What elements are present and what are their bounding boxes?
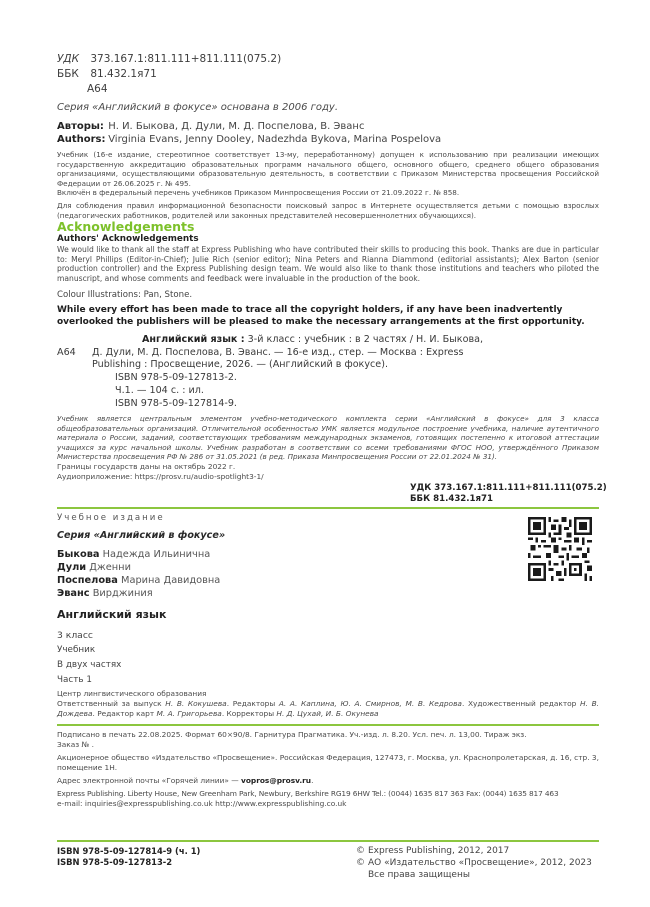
authors-en [57, 133, 441, 147]
credits-text: . Редактор карт [92, 708, 157, 718]
credits-text: . Корректоры [221, 708, 277, 718]
series-note: Серия «Английский в фокусе» основана в 2006 году. [57, 102, 339, 113]
person-bykova [57, 548, 210, 561]
rights-reserved: Все права защищены [368, 870, 470, 880]
audio-link[interactable]: Аудиоприложение: https://prosv.ru/audio-spotlight3-1/ [57, 472, 264, 481]
edition-type: Учебное издание [57, 513, 165, 523]
credits-staff [57, 699, 599, 718]
card-line-3: Publishing : Просвещение, 2026. — (Английский в фокусе). [92, 359, 389, 371]
copyright-express [356, 846, 509, 858]
author-mark: А64 [87, 83, 108, 95]
copyright-icon: © [356, 846, 365, 856]
acknowledgements-body: We would like to thank all the staff at Express Publishing who have contributed their skills to producing this book. Thanks are due in particular to: Meryl Phillips (Editor-in-Chief); Julie Rich (senior editor); Nina Peters and Rianna Diammond (editorial assistants); Alex Barton (senior production controller) and the Express Publishing design team. We would also like to thank those institutions and teachers who piloted the manuscript, and whose comments and feedback were invaluable in the production of the book. [57, 245, 599, 283]
hotline-email-link[interactable]: vopros@prosv.ru [241, 776, 312, 785]
book-parts: В двух частях [57, 660, 122, 670]
person-given: Вирджиния [89, 588, 153, 599]
card-mark: А64 [57, 346, 76, 358]
acknowledgements-heading: Acknowledgements [57, 219, 195, 234]
person-surname: Эванс [57, 588, 90, 599]
authors-en-label: Authors: [57, 134, 106, 145]
publisher-address: Акционерное общество «Издательство «Просвещение». Российская Федерация, 127473, г. Москва, ул. Краснопролетарская, д. 16, стр. 3, помещение 1Н. [57, 753, 599, 772]
hotline-end: . [311, 776, 314, 785]
authors-ru-names: Н. И. Быкова, Д. Дули, М. Д. Поспелова, В. Эванс [108, 121, 365, 132]
federal-list-note: Включён в федеральный перечень учебников Приказом Минпросвещения России от 21.09.2022 г. № 858. [57, 188, 460, 197]
colour-illustrations: Colour Illustrations: Pan, Stone. [57, 290, 193, 300]
hotline-label: Адрес электронной почты «Горячей линии» — [57, 776, 242, 785]
book-part: Часть 1 [57, 675, 92, 685]
bbk-label: ББК [57, 68, 79, 80]
person-given: Дженни [86, 562, 131, 573]
card-line-2 [57, 347, 497, 360]
card-line-2-text: Д. Дули, М. Д. Поспелова, В. Эванс. — 16-е изд., стер. — Москва : Express [92, 346, 464, 358]
approval-text: Учебник (16-е издание, стереотипное соответствует 13-му, переработанному) допущен к использованию при реализации имеющих государственную аккредитацию образовательных программ начального общего, основного общего, среднего общего образования организациями, осуществляющими образовательную деятельность, в соответствии с Приказом Министерства просвещения Российской Федерации от 26.06.2025 г. № 495. [57, 150, 599, 188]
credits-text: . Художественный редактор [461, 699, 581, 708]
udk-bold: УДК 373.167.1:811.111+811.111(075.2) [410, 483, 607, 493]
person-evans [57, 587, 153, 600]
credits-name: Н. В. Кокушева [165, 699, 227, 708]
credits-name: М. А. Григорьева [156, 708, 222, 718]
edition-series: Серия «Английский в фокусе» [57, 530, 226, 541]
description-text: Учебник является центральным элементом учебно-методического комплекта серии «Английский в фокусе» для 3 класса общеобразовательных организаций. Отличительной особенностью УМК является модульное построение учебника, наличие аутентичного материала о России, заданий, соответствующих требованиям международных экзаменов, готовящих постепенно к итоговой аттестации учащихся за курс начальной школы. Учебник разработан в соответствии со всеми требованиями ФГОС НОО, утверждённого Приказом Министерства просвещения РФ № 286 от 31.05.2021 (в ред. Приказа Минпросвещения России от 22.01.2024 № 31). [57, 414, 599, 462]
bbk-bold: ББК 81.432.1я71 [410, 494, 494, 504]
bbk-line [57, 67, 157, 82]
hotline [57, 776, 313, 786]
credits-text: . Редакторы [226, 699, 279, 708]
divider-green-1 [57, 507, 599, 509]
udk-label: УДК [57, 53, 80, 65]
order-number: Заказ № . [57, 740, 94, 749]
divider-green-2 [57, 724, 599, 726]
credits-center: Центр лингвистического образования [57, 689, 207, 698]
card-line-1 [57, 334, 497, 347]
copyright-prosv-text: АО «Издательство «Просвещение», 2012, 2023 [368, 858, 592, 868]
card-line-1-text: 3-й класс : учебник : в 2 частях / Н. И. Быкова, [244, 334, 484, 345]
book-kind: Учебник [57, 645, 96, 655]
express-contacts[interactable]: e-mail: inquiries@expresspublishing.co.uk http://www.expresspublishing.co.uk [57, 799, 347, 808]
credits-name: Н. В. Дождева [57, 699, 600, 718]
credits-text: Ответственный за выпуск [57, 699, 166, 708]
person-surname: Поспелова [57, 575, 118, 586]
authors-en-names: Virginia Evans, Jenny Dooley, Nadezhda Bykova, Marina Pospelova [108, 134, 442, 145]
copyright-holders-note: While every effort has been made to trace all the copyright holders, if any have been inadvertently overlooked the publishers will be pleased to make the necessary arrangements at the first opportunity. [57, 305, 585, 327]
card-title: Английский язык : [142, 334, 245, 345]
footer-isbn-part1: ISBN 978-5-09-127814-9 (ч. 1) [57, 846, 201, 856]
catalog-card [57, 334, 497, 410]
authors-ru-label: Авторы: [57, 121, 104, 132]
person-given: Марина Давидовна [117, 575, 221, 586]
book-grade: 3 класс [57, 630, 93, 641]
footer-isbn-set: ISBN 978-5-09-127813-2 [57, 857, 173, 867]
udk-line [57, 52, 281, 67]
authors-acknowledgements-heading: Authors' Acknowledgements [57, 234, 199, 244]
credits-name: Н. Д. Цухай, И. Б. Окунева [276, 708, 379, 718]
book-title: Английский язык [57, 608, 167, 621]
person-surname: Дули [57, 562, 87, 573]
card-isbn-part: ISBN 978-5-09-127814-9. [115, 397, 237, 409]
express-address: Express Publishing. Liberty House, New Greenham Park, Newbury, Berkshire RG19 6HW Tel.: (0044) 1635 817 363 Fax: (0044) 1635 817 463 [57, 789, 559, 798]
copyright-express-text: Express Publishing, 2012, 2017 [368, 846, 510, 856]
copyright-prosv [356, 858, 592, 870]
qr-code-icon[interactable] [528, 517, 592, 581]
person-surname: Быкова [57, 549, 100, 560]
internet-safety-note: Для соблюдения правил информационной безопасности поисковый запрос в Интернете осуществляется детьми с помощью взрослых (педагогических работников, родителей или законных представителей несовершеннолетних обучающихся). [57, 201, 599, 220]
borders-note: Границы государств даны на октябрь 2022 г. [57, 462, 236, 471]
authors-ru [57, 120, 364, 134]
print-info: Подписано в печать 22.08.2025. Формат 60×90/8. Гарнитура Прагматика. Уч.-изд. л. 8.20. Усл. печ. л. 13,00. Тираж экз. [57, 730, 527, 739]
person-dooley [57, 561, 131, 574]
person-pospelova [57, 574, 220, 587]
person-given: Надежда Ильинична [99, 549, 211, 560]
credits-name: А. А. Каплина, Ю. А. Смирнов, М. В. Кедрова [278, 699, 462, 708]
card-part: Ч.1. — 104 с. : ил. [115, 384, 204, 396]
card-isbn-set: ISBN 978-5-09-127813-2. [115, 372, 237, 384]
udk-value: 373.167.1:811.111+811.111(075.2) [90, 53, 282, 65]
divider-green-3 [57, 840, 599, 842]
bbk-value: 81.432.1я71 [90, 68, 157, 80]
copyright-icon: © [356, 858, 365, 868]
